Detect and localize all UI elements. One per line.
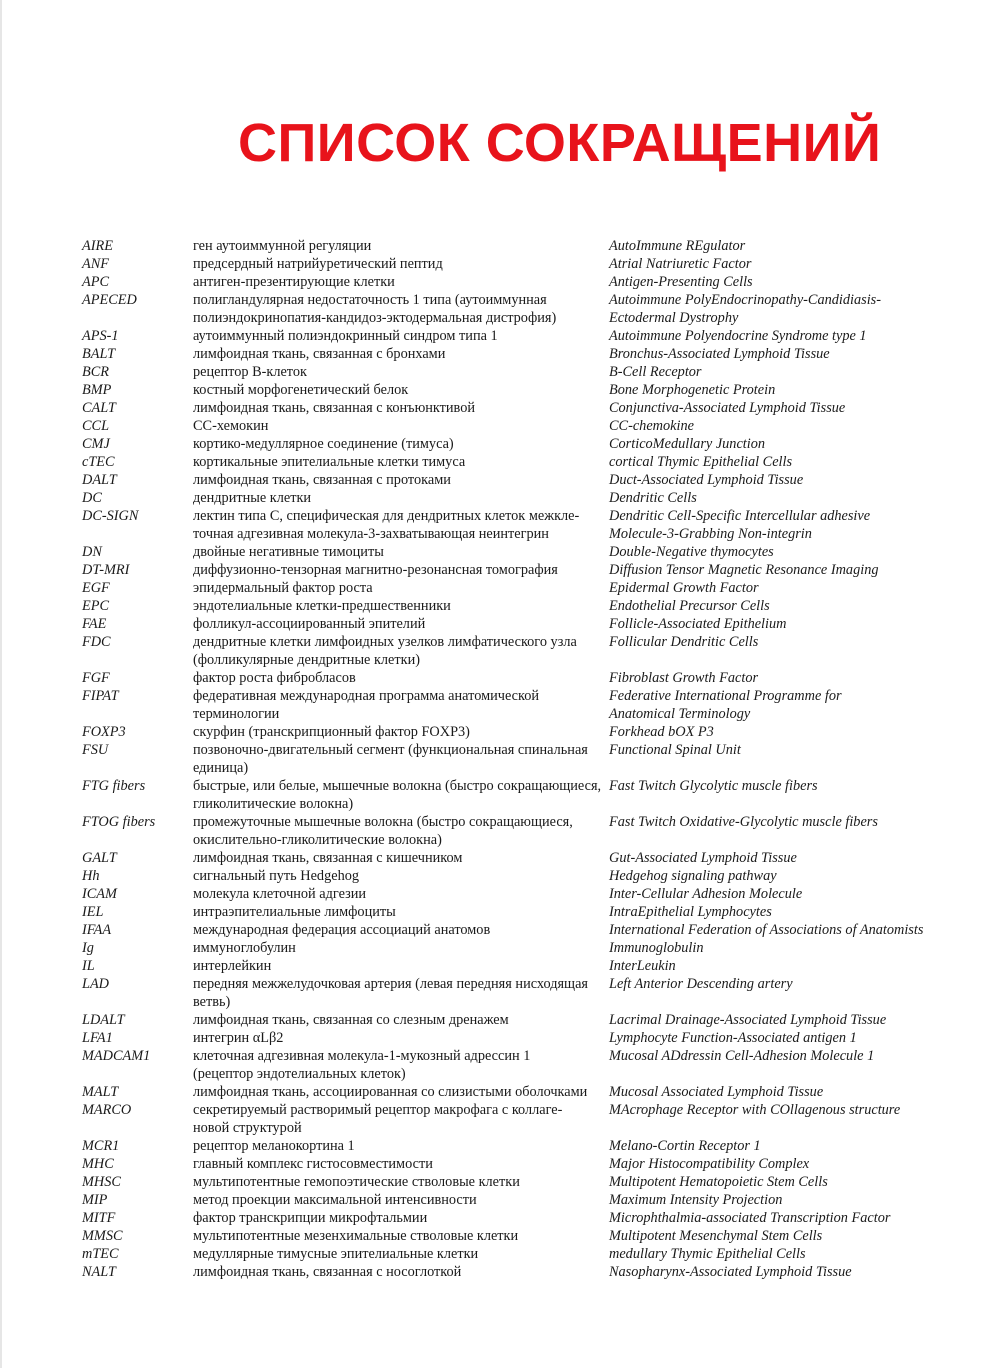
- abbreviation-term: MHSC: [82, 1174, 121, 1190]
- russian-definition: двойные негативные тимоциты: [193, 544, 384, 560]
- abbreviation-row: [82, 957, 932, 975]
- abbreviation-term: BALT: [82, 346, 116, 362]
- english-expansion: Federative International Programme for Anatomical Terminology: [609, 688, 842, 722]
- abbreviation-row: [82, 291, 932, 327]
- russian-definition: метод проекции максимальной интенсивности: [193, 1192, 477, 1208]
- abbreviation-term: GALT: [82, 850, 117, 866]
- english-expansion: Follicular Dendritic Cells: [609, 634, 759, 650]
- abbreviation-term: Hh: [82, 868, 100, 884]
- abbreviation-term: MITF: [82, 1210, 116, 1226]
- russian-definition: интерлейкин: [193, 958, 272, 974]
- english-expansion: Mucosal Associated Lymphoid Tissue: [609, 1084, 824, 1100]
- russian-definition: дендритные клетки лимфоидных узелков лимфатического узла (фолликулярные дендритные клетки): [193, 634, 577, 668]
- english-expansion: Bronchus-Associated Lymphoid Tissue: [609, 346, 830, 362]
- abbreviation-term: FIPAT: [82, 688, 119, 704]
- abbreviation-row: [82, 507, 932, 543]
- abbreviation-row: [82, 363, 932, 381]
- abbreviation-term: FTG fibers: [82, 778, 146, 794]
- english-expansion: AutoImmune REgulator: [609, 238, 746, 254]
- russian-definition: CC-хемокин: [193, 418, 269, 434]
- english-expansion: Nasopharynx-Associated Lymphoid Tissue: [609, 1264, 852, 1280]
- abbreviation-term: FDC: [82, 634, 111, 650]
- english-expansion: Multipotent Hematopoietic Stem Cells: [609, 1174, 828, 1190]
- abbreviation-row: [82, 741, 932, 777]
- english-expansion: Hedgehog signaling pathway: [609, 868, 777, 884]
- english-expansion: Fast Twitch Glycolytic muscle fibers: [609, 778, 818, 794]
- russian-definition: эпидермальный фактор роста: [193, 580, 373, 596]
- russian-definition: главный комплекс гистосовместимости: [193, 1156, 433, 1172]
- english-expansion: Microphthalmia-associated Transcription Factor: [609, 1210, 891, 1226]
- abbreviation-row: [82, 327, 932, 345]
- english-expansion: International Federation of Associations of Anatomists: [609, 922, 924, 938]
- abbreviation-row: [82, 1155, 932, 1173]
- abbreviation-row: [82, 1191, 932, 1209]
- abbreviation-term: NALT: [82, 1264, 116, 1280]
- abbreviation-term: APECED: [82, 292, 137, 308]
- abbreviation-row: [82, 975, 932, 1011]
- abbreviation-term: FGF: [82, 670, 110, 686]
- abbreviation-row: [82, 939, 932, 957]
- russian-definition: фактор транскрипции микрофтальмии: [193, 1210, 428, 1226]
- english-expansion: Dendritic Cell-Specific Intercellular adhesive Molecule-3-Grabbing Non-integrin: [609, 508, 871, 542]
- english-expansion: Follicle-Associated Epithelium: [609, 616, 787, 632]
- russian-definition: рецептор меланокортина 1: [193, 1138, 355, 1154]
- russian-definition: промежуточные мышечные волокна (быстро сокращающиеся, окислительно-гликолитические волокна): [193, 814, 573, 848]
- abbreviation-term: DT-MRI: [82, 562, 130, 578]
- english-expansion: CC-chemokine: [609, 418, 694, 434]
- russian-definition: фактор роста фибробласов: [193, 670, 356, 686]
- english-expansion: cortical Thymic Epithelial Cells: [609, 454, 793, 470]
- abbreviation-term: MALT: [82, 1084, 119, 1100]
- abbreviation-row: [82, 1011, 932, 1029]
- abbreviation-row: [82, 345, 932, 363]
- russian-definition: антиген-презентирующие клетки: [193, 274, 395, 290]
- abbreviation-row: [82, 597, 932, 615]
- abbreviation-row: [82, 903, 932, 921]
- abbreviation-term: mTEC: [82, 1246, 119, 1262]
- english-expansion: Mucosal ADdressin Cell-Adhesion Molecule 1: [609, 1048, 875, 1064]
- abbreviation-row: [82, 867, 932, 885]
- english-expansion: Autoimmune PolyEndocrinopathy-Candidiasis- Ectodermal Dystrophy: [609, 292, 882, 326]
- russian-definition: ген аутоиммунной регуляции: [193, 238, 372, 254]
- abbreviation-term: AIRE: [82, 238, 113, 254]
- abbreviation-row: [82, 1263, 932, 1281]
- abbreviation-term: LFA1: [82, 1030, 113, 1046]
- russian-definition: лимфоидная ткань, ассоциированная со слизистыми оболочками: [193, 1084, 588, 1100]
- english-expansion: Left Anterior Descending artery: [609, 976, 793, 992]
- english-expansion: Fast Twitch Oxidative-Glycolytic muscle fibers: [609, 814, 878, 830]
- abbreviation-row: [82, 1029, 932, 1047]
- abbreviation-term: APS-1: [82, 328, 119, 344]
- abbreviation-term: IEL: [82, 904, 104, 920]
- english-expansion: IntraEpithelial Lymphocytes: [609, 904, 772, 920]
- abbreviation-row: [82, 615, 932, 633]
- english-expansion: Multipotent Mesenchymal Stem Cells: [609, 1228, 823, 1244]
- russian-definition: сигнальный путь Hedgehog: [193, 868, 360, 884]
- abbreviation-row: [82, 669, 932, 687]
- english-expansion: Functional Spinal Unit: [609, 742, 741, 758]
- english-expansion: Epidermal Growth Factor: [609, 580, 759, 596]
- abbreviation-term: ANF: [82, 256, 110, 272]
- russian-definition: эндотелиальные клетки-предшественники: [193, 598, 451, 614]
- russian-definition: передняя межжелудочковая артерия (левая передняя нисходящая ветвь): [193, 976, 588, 1010]
- abbreviation-term: BCR: [82, 364, 110, 380]
- russian-definition: рецептор B-клеток: [193, 364, 307, 380]
- abbreviation-term: APC: [82, 274, 110, 290]
- abbreviation-term: cTEC: [82, 454, 115, 470]
- russian-definition: федеративная международная программа анатомической терминологии: [193, 688, 540, 722]
- russian-definition: лимфоидная ткань, связанная с бронхами: [193, 346, 446, 362]
- russian-definition: лимфоидная ткань, связанная с носоглоткой: [193, 1264, 462, 1280]
- russian-definition: кортикальные эпителиальные клетки тимуса: [193, 454, 466, 470]
- abbreviation-row: [82, 633, 932, 669]
- abbreviation-term: CCL: [82, 418, 110, 434]
- russian-definition: секретируемый растворимый рецептор макрофага с коллаге- новой структурой: [193, 1102, 563, 1136]
- abbreviation-row: [82, 1137, 932, 1155]
- abbreviation-term: IFAA: [82, 922, 112, 938]
- abbreviation-term: MIP: [82, 1192, 108, 1208]
- english-expansion: Duct-Associated Lymphoid Tissue: [609, 472, 804, 488]
- russian-definition: лимфоидная ткань, связанная со слезным дренажем: [193, 1012, 509, 1028]
- abbreviation-list: [82, 237, 932, 1281]
- russian-definition: лимфоидная ткань, связанная с кишечником: [193, 850, 463, 866]
- english-expansion: Antigen-Presenting Cells: [609, 274, 753, 290]
- english-expansion: CorticoMedullary Junction: [609, 436, 766, 452]
- page-edge: [0, 0, 2, 1368]
- russian-definition: костный морфогенетический белок: [193, 382, 409, 398]
- english-expansion: Inter-Cellular Adhesion Molecule: [609, 886, 803, 902]
- abbreviation-row: [82, 1227, 932, 1245]
- russian-definition: позвоночно-двигательный сегмент (функциональная спинальная единица): [193, 742, 588, 776]
- abbreviation-row: [82, 489, 932, 507]
- english-expansion: Maximum Intensity Projection: [609, 1192, 783, 1208]
- russian-definition: полигландулярная недостаточность 1 типа (аутоиммунная полиэндокринопатия-кандидоз-эктодермальная дистрофия): [193, 292, 557, 326]
- abbreviation-row: [82, 1173, 932, 1191]
- russian-definition: диффузионно-тензорная магнитно-резонансная томография: [193, 562, 558, 578]
- abbreviation-term: DC: [82, 490, 102, 506]
- english-expansion: Gut-Associated Lymphoid Tissue: [609, 850, 797, 866]
- russian-definition: молекула клеточной адгезии: [193, 886, 367, 902]
- abbreviation-row: [82, 453, 932, 471]
- english-expansion: Autoimmune Polyendocrine Syndrome type 1: [609, 328, 867, 344]
- english-expansion: Double-Negative thymocytes: [609, 544, 774, 560]
- russian-definition: аутоиммунный полиэндокринный синдром типа 1: [193, 328, 498, 344]
- english-expansion: MAcrophage Receptor with COllagenous structure: [609, 1102, 901, 1118]
- abbreviation-row: [82, 1101, 932, 1137]
- abbreviation-row: [82, 561, 932, 579]
- abbreviation-row: [82, 381, 932, 399]
- abbreviation-row: [82, 273, 932, 291]
- abbreviation-row: [82, 579, 932, 597]
- abbreviation-term: LDALT: [82, 1012, 125, 1028]
- abbreviation-term: DC-SIGN: [82, 508, 139, 524]
- abbreviation-row: [82, 471, 932, 489]
- russian-definition: лимфоидная ткань, связанная с протоками: [193, 472, 451, 488]
- abbreviation-row: [82, 1047, 932, 1083]
- page-title: СПИСОК СОКРАЩЕНИЙ: [238, 113, 882, 173]
- russian-definition: лимфоидная ткань, связанная с конъюнктивой: [193, 400, 476, 416]
- english-expansion: Diffusion Tensor Magnetic Resonance Imaging: [609, 562, 879, 578]
- russian-definition: иммуноглобулин: [193, 940, 296, 956]
- abbreviation-term: MMSC: [82, 1228, 123, 1244]
- english-expansion: Melano-Cortin Receptor 1: [609, 1138, 761, 1154]
- abbreviation-term: CALT: [82, 400, 116, 416]
- abbreviation-term: IL: [82, 958, 95, 974]
- abbreviation-row: [82, 813, 932, 849]
- russian-definition: кортико-медуллярное соединение (тимуса): [193, 436, 454, 452]
- russian-definition: мультипотентные гемопоэтические стволовые клетки: [193, 1174, 520, 1190]
- abbreviation-term: MCR1: [82, 1138, 120, 1154]
- english-expansion: medullary Thymic Epithelial Cells: [609, 1246, 806, 1262]
- abbreviation-row: [82, 687, 932, 723]
- abbreviation-row: [82, 921, 932, 939]
- abbreviation-row: [82, 237, 932, 255]
- english-expansion: Dendritic Cells: [609, 490, 697, 506]
- english-expansion: Immunoglobulin: [609, 940, 704, 956]
- abbreviation-term: DN: [82, 544, 102, 560]
- russian-definition: лектин типа С, специфическая для дендритных клеток межкле- точная адгезивная молекула-3-захватывающая неинтегрин: [193, 508, 580, 542]
- abbreviation-term: DALT: [82, 472, 117, 488]
- abbreviation-term: MADCAM1: [82, 1048, 151, 1064]
- russian-definition: мультипотентные мезенхимальные стволовые клетки: [193, 1228, 519, 1244]
- english-expansion: Major Histocompatibility Complex: [609, 1156, 810, 1172]
- abbreviation-term: Ig: [82, 940, 94, 956]
- english-expansion: Lymphocyte Function-Associated antigen 1: [609, 1030, 857, 1046]
- abbreviation-row: [82, 399, 932, 417]
- russian-definition: скурфин (транскрипционный фактор FOXP3): [193, 724, 470, 740]
- abbreviation-row: [82, 777, 932, 813]
- russian-definition: предсердный натрийуретический пептид: [193, 256, 443, 272]
- english-expansion: Conjunctiva-Associated Lymphoid Tissue: [609, 400, 846, 416]
- abbreviation-term: FAE: [82, 616, 107, 632]
- russian-definition: клеточная адгезивная молекула-1-мукозный адрессин 1 (рецептор эндотелиальных клеток): [193, 1048, 531, 1082]
- abbreviation-row: [82, 885, 932, 903]
- abbreviation-row: [82, 723, 932, 741]
- abbreviation-row: [82, 849, 932, 867]
- russian-definition: медуллярные тимусные эпителиальные клетки: [193, 1246, 479, 1262]
- russian-definition: интраэпителиальные лимфоциты: [193, 904, 396, 920]
- abbreviation-term: CMJ: [82, 436, 110, 452]
- english-expansion: Lacrimal Drainage-Associated Lymphoid Tissue: [609, 1012, 887, 1028]
- english-expansion: Forkhead bOX P3: [609, 724, 714, 740]
- abbreviation-term: MARCO: [82, 1102, 132, 1118]
- abbreviation-term: FTOG fibers: [82, 814, 156, 830]
- abbreviation-row: [82, 1209, 932, 1227]
- english-expansion: B-Cell Receptor: [609, 364, 702, 380]
- russian-definition: дендритные клетки: [193, 490, 312, 506]
- english-expansion: Endothelial Precursor Cells: [609, 598, 770, 614]
- abbreviation-term: FOXP3: [82, 724, 126, 740]
- russian-definition: фолликул-ассоциированный эпителий: [193, 616, 426, 632]
- english-expansion: InterLeukin: [609, 958, 676, 974]
- abbreviation-term: LAD: [82, 976, 110, 992]
- abbreviation-term: BMP: [82, 382, 112, 398]
- abbreviation-row: [82, 1245, 932, 1263]
- russian-definition: интегрин αLβ2: [193, 1030, 284, 1046]
- english-expansion: Bone Morphogenetic Protein: [609, 382, 776, 398]
- abbreviation-row: [82, 543, 932, 561]
- abbreviation-term: EGF: [82, 580, 110, 596]
- abbreviation-term: ICAM: [82, 886, 117, 902]
- russian-definition: быстрые, или белые, мышечные волокна (быстро сокращающиеся, гликолитические волокна): [193, 778, 602, 812]
- abbreviation-row: [82, 1083, 932, 1101]
- abbreviation-term: EPC: [82, 598, 110, 614]
- english-expansion: Atrial Natriuretic Factor: [609, 256, 752, 272]
- russian-definition: международная федерация ассоциаций анатомов: [193, 922, 491, 938]
- abbreviation-row: [82, 417, 932, 435]
- abbreviation-term: MHC: [82, 1156, 114, 1172]
- english-expansion: Fibroblast Growth Factor: [609, 670, 759, 686]
- abbreviation-row: [82, 255, 932, 273]
- abbreviation-row: [82, 435, 932, 453]
- abbreviation-term: FSU: [82, 742, 109, 758]
